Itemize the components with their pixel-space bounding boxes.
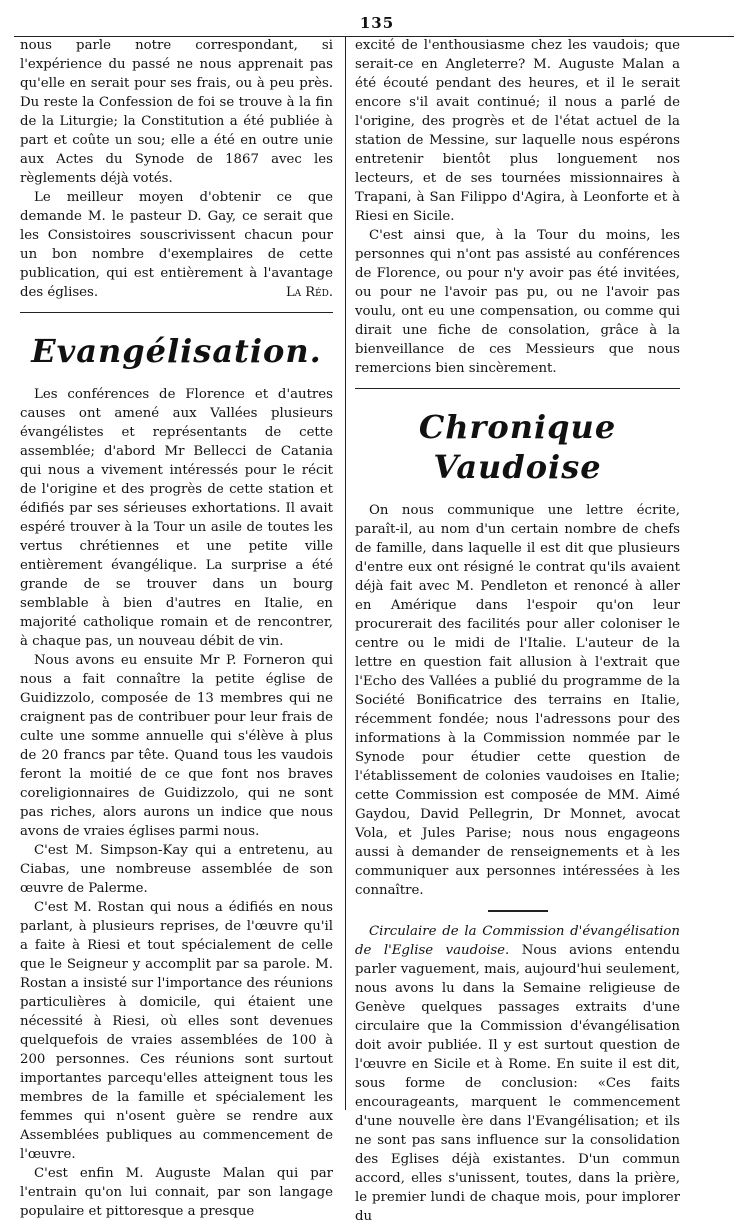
chronique-paragraph-2 xyxy=(355,922,680,1226)
section-heading-evangelisation: Evangélisation. xyxy=(31,332,322,370)
chronique-paragraph-1: On nous communique une lettre écrite, paraît-il, au nom d'un certain nombre de chefs de famille, dans laquelle il est dit que plusieurs d'entre eux ont résigné le contrat qu'ils avaient déjà fait avec M. Pendleton et renoncé à aller en Amérique dans l'espoir qu'on leur procurerait des facilités pour aller coloniser le centre ou le midi de l'Italie. L'auteur de la lettre en question fait allusion à l'extrait que l'Echo des Vallées a publié du programme de la Société Bonificatrice des terrains en Italie, récemment fondée; nous l'adressons pour des informations à la Commission nommée par le Synode pour étudier cette question de l'établissement de colonies vaudoises en Italie; cette Commission est composée de MM. Aimé Gaydou, David Pellegrin, Dr Monnet, avocat Vola, et Jules Parise; nous nous engageons aussi à demander de renseignements et à les communiquer aux personnes intéressées à les connaître. xyxy=(355,503,680,898)
circulaire-text: Nous avions entendu parler vaguement, mais, aujourd'hui seulement, nous avons lu dans la Semaine religieuse de Genève quelques passages extraits d'une circulaire que la Commission d'évangélisation doit avoir publiée. Il y est surtout question de l'œuvre en Sicile et à Rome. En suite il est dit, sous forme de conclusion: «Ces faits encourageants, marquent le commencement d'une nouvelle ère dans l'Evangélisation; et ils ne sont pas sans influence sur la consolidation des Eglises déjà existantes. D'un commun accord, elles s'unissent, toutes, dans la prière, le premier lundi de chaque mois, pour implorer du xyxy=(355,943,680,1224)
evangelisation-paragraph-3: C'est M. Simpson-Kay qui a entretenu, au Ciabas, une nombreuse assemblée de son œuvre de Palerme. xyxy=(20,843,333,896)
evangelisation-paragraph-5: C'est enfin M. Auguste Malan qui par l'entrain qu'on lui connait, par son langage populaire et pittoresque a presque xyxy=(20,1166,333,1219)
right-continuation-paragraph: excité de l'enthousiasme chez les vaudois; que serait-ce en Angleterre? M. Auguste Malan a été écouté pendant des heures, et il le serait encore s'il avait continué; il nous a parlé de l'origine, des progrès et de l'état actuel de la station de Messine, sur laquelle nous espérons entretenir bientôt plus longuement nos lecteurs, et de ses tournées missionnaires à Trapani, à San Filippo d'Agira, à Leonforte et à Riesi en Sicile. xyxy=(355,38,680,224)
right-column xyxy=(355,36,680,1224)
circulaire-title: Circulaire de la Commission d'évangélisation de l'Eglise vaudoise. xyxy=(355,924,680,958)
left-paragraph-2: Le meilleur moyen d'obtenir ce que demande M. le pasteur D. Gay, ce serait que les Consistoires souscrivissent chacun pour un bon nombre d'exemplaires de cette publication, qui est entièrement à l'avantage des églises. xyxy=(20,190,333,300)
section-heading-chronique: Chronique Vaudoise xyxy=(418,408,617,486)
page-number: 135 xyxy=(359,14,395,32)
evangelisation-paragraph-2: Nous avons eu ensuite Mr P. Forneron qui nous a fait connaître la petite église de Guidizzolo, composée de 13 membres qui ne craignent pas de contribuer pour leur frais de culte une somme annuelle qui s'élève à plus de 20 francs par tête. Quand tous les vaudois feront la moitié de ce que font nos braves coreligionnaires de Guidizzolo, qui ne sont pas riches, alors aurons un indice que nous avons de vraies églises parmi nous. xyxy=(20,653,333,839)
left-column xyxy=(20,36,333,1219)
section-rule xyxy=(20,312,333,313)
left-continuation-paragraph: nous parle notre correspondant, si l'expérience du passé ne nous apprenait pas qu'elle en serait pour ses frais, ou à peu près. Du reste la Confession de foi se trouve à la fin de la Liturgie; la Constitution a été publiée à part et coûte un sou; elle a été en outre unie aux Actes du Synode de 1867 avec les règlements déjà votés. xyxy=(20,38,333,186)
column-divider xyxy=(345,36,346,1110)
right-paragraph-2: C'est ainsi que, à la Tour du moins, les personnes qui n'ont pas assisté au conférences de Florence, ou pour n'y avoir pas été invitées, ou pour ne l'avoir pas pu, ou ne l'avoir pas voulu, ont eu une compensation, ou comme qui dirait une fiche de consolation, grâce à la bienveillance de ces Messieurs que nous remercions bien sincèrement. xyxy=(355,228,680,376)
evangelisation-paragraph-4: C'est M. Rostan qui nous a édifiés en nous parlant, à plusieurs reprises, de l'œuvre qu'il a faite à Riesi et tout spécialement de celle que le Seigneur y accomplit par sa parole. M. Rostan a insisté sur l'importance des réunions particulières à domicile, qui étaient une nécessité à Riesi, où elles sont devenues quelquefois de vraies assemblées de 100 à 200 personnes. Ces réunions sont surtout importantes parcequ'elles atteignent tous les membres de la famille et spécialement les femmes qui n'osent guère se rendre aux Assemblées publiques au commencement de l'œuvre. xyxy=(20,900,333,1162)
short-rule xyxy=(488,910,548,912)
section-rule-right xyxy=(355,388,680,389)
editor-signature: La Réd. xyxy=(286,285,333,300)
evangelisation-paragraph-1: Les conférences de Florence et d'autres causes ont amené aux Vallées plusieurs évangélistes et représentants de cette assemblée; d'abord Mr Bellecci de Catania qui nous a vivement intéressés pour le récit de l'origine et des progrès de cette station et édifiés par ses sérieuses exhortations. Il avait espéré trouver à la Tour un asile de toutes les vertus chrétiennes et une petite ville entièrement évangélique. La surprise a été grande de se trouver dans un bourg semblable à bien d'autres en Italie, en majorité catholique romain et de rencontrer, à chaque pas, un nouveau débit de vin. xyxy=(20,387,333,649)
